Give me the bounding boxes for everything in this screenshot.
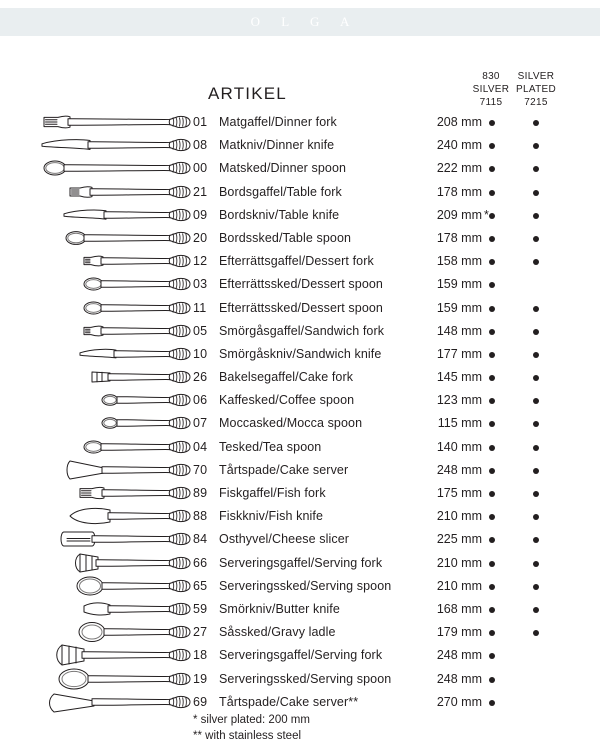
row-code: 20 [193,230,208,245]
availability-dot-830-silver [489,584,495,590]
row-length: 115 mm [437,416,482,431]
availability-dot-silver-plated [533,607,539,613]
availability-dot-silver-plated [533,236,539,242]
row-code: 70 [193,462,208,477]
row-name: Efterrättssked/Dessert spoon [219,300,383,315]
cutlery-illustration-fork-xs [40,319,190,343]
row-code: 19 [193,671,208,686]
cutlery-illustration-spoon-xs [40,296,190,320]
row-code: 06 [193,393,208,408]
availability-dot-silver-plated [533,630,539,636]
availability-dot-silver-plated [533,421,539,427]
row-code: 08 [193,138,208,153]
row-name: Matgaffel/Dinner fork [219,115,337,129]
availability-dot-830-silver [489,468,495,474]
row-length: 210 mm [436,578,482,593]
row-length: 248 mm [436,462,482,477]
row-name: Serveringssked/Serving spoon [219,578,392,593]
availability-dot-830-silver [489,398,495,404]
availability-dot-silver-plated [533,213,539,219]
availability-dot-silver-plated [533,166,539,172]
row-code: 07 [193,416,208,431]
row-name: Bakelsegaffel/Cake fork [219,370,354,385]
availability-dot-silver-plated [533,329,539,335]
cutlery-illustration-ladle [40,620,190,644]
column-header-830-line2: SILVER [472,84,510,95]
row-code: 88 [193,509,208,524]
row-name: Osthyvel/Cheese slicer [219,532,350,547]
cutlery-illustration-servfork [40,551,190,575]
availability-dot-silver-plated [533,398,539,404]
cutlery-illustration-fishknife [40,504,190,528]
row-length: 248 mm [436,671,482,686]
column-header-silver-plated [512,70,560,109]
row-length: 270 mm [436,694,482,709]
availability-dot-830-silver [489,329,495,335]
availability-dot-silver-plated [533,584,539,590]
footnotes [193,712,310,744]
row-name: Efterrättsgaffel/Dessert fork [219,254,374,269]
column-header-830-line1: 830 [482,71,500,82]
cutlery-illustration-spoon-tiny [40,388,190,412]
availability-dot-830-silver [489,421,495,427]
availability-dot-silver-plated [533,259,539,265]
availability-dot-830-silver [489,213,495,219]
row-name: Smörgåskniv/Sandwich knife [219,346,382,361]
cutlery-illustration-cheese [40,527,190,551]
row-name: Serveringsgaffel/Serving fork [219,555,383,570]
row-length: 208 mm [436,115,482,129]
cutlery-illustration-servspoon [40,574,190,598]
row-length: 222 mm [436,161,482,176]
row-code: 12 [193,254,208,269]
row-name: Bordskniv/Table knife [219,207,340,222]
row-name: Tårtspade/Cake server** [219,694,359,709]
cutlery-illustration-fork-s [40,180,190,204]
row-code: 69 [193,694,208,709]
row-length: 159 mm [436,300,482,315]
availability-dot-830-silver [489,143,495,149]
cutlery-illustration-cakefork [40,365,190,389]
row-length: 140 mm [436,439,482,454]
cutlery-table [0,114,600,717]
availability-dot-silver-plated [533,120,539,126]
availability-dot-830-silver [489,561,495,567]
availability-dot-830-silver [489,491,495,497]
row-length: 178 mm [436,184,482,199]
row-code: 10 [193,346,208,361]
availability-dot-830-silver [489,306,495,312]
row-length: 248 mm [436,648,482,663]
row-name: Fiskgaffel/Fish fork [219,486,326,500]
row-length: 210 mm [436,509,482,524]
availability-dot-silver-plated [533,445,539,451]
row-code: 18 [193,648,208,663]
cutlery-illustration-knife-xs [40,342,190,366]
row-code: 27 [193,625,208,640]
cutlery-illustration-cakeserver-l [40,690,190,714]
row-name: Serveringssked/Serving spoon [219,671,392,686]
availability-dot-silver-plated [533,491,539,497]
row-code: 59 [193,601,208,616]
cutlery-illustration-spoon-xs [40,272,190,296]
availability-dot-silver-plated [533,537,539,543]
row-length: 158 mm [436,254,482,269]
row-name: Tårtspade/Cake server [219,462,349,477]
row-length: 159 mm [436,277,482,292]
cutlery-illustration-knife [40,133,190,157]
row-code: 09 [193,207,208,222]
availability-dot-830-silver [489,375,495,381]
row-name: Fiskkniv/Fish knife [219,509,324,524]
cutlery-illustration-servspoon-l [40,667,190,691]
cutlery-illustration-spoon-tiny [40,411,190,435]
row-name: Bordssked/Table spoon [219,230,352,245]
column-header-plated-line1: SILVER [517,71,555,82]
row-length: 123 mm [436,393,482,408]
footnote-2: ** with stainless steel [193,730,302,742]
row-length: 145 mm [436,370,482,385]
cutlery-illustration-spoon [40,156,190,180]
availability-dot-830-silver [489,282,495,288]
row-length: 177 mm [436,346,482,361]
article-column-heading: ARTIKEL [208,84,287,103]
page-title: O L G A [250,14,359,29]
column-header-plated-line2: PLATED [516,84,556,95]
column-header-plated-line3: 7215 [524,97,548,108]
availability-dot-830-silver [489,166,495,172]
row-name: Serveringsgaffel/Serving fork [219,648,383,663]
availability-dot-silver-plated [533,352,539,358]
availability-dot-830-silver [489,120,495,126]
cutlery-illustration-knife-s [40,203,190,227]
availability-dot-silver-plated [533,468,539,474]
availability-dot-silver-plated [533,375,539,381]
row-length: 209 mm [436,207,482,222]
column-header-830-silver [470,70,512,109]
cutlery-illustration-fishfork [40,481,190,505]
availability-dot-830-silver [489,653,495,659]
row-code: 66 [193,555,208,570]
row-name: Smörgåsgaffel/Sandwich fork [219,323,385,338]
row-code: 05 [193,323,208,338]
availability-dot-830-silver [489,537,495,543]
row-code: 01 [193,115,208,129]
row-code: 11 [193,300,207,315]
row-length: 168 mm [436,601,482,616]
row-name: Smörkniv/Butter knife [219,601,340,616]
row-name: Såssked/Gravy ladle [219,625,336,640]
cutlery-illustration-fork [40,110,190,134]
row-code: 26 [193,370,208,385]
row-code: 65 [193,578,208,593]
footnote-1: * silver plated: 200 mm [193,714,310,726]
availability-dot-silver-plated [533,561,539,567]
row-length: 210 mm [436,555,482,570]
row-length: 179 mm [436,625,482,640]
row-length: 178 mm [436,230,482,245]
availability-dot-830-silver [489,514,495,520]
cutlery-illustration-cakeserver [40,458,190,482]
cutlery-illustration-servfork-l [40,643,190,667]
row-name: Efterrättssked/Dessert spoon [219,277,383,292]
availability-dot-830-silver [489,236,495,242]
row-code: 03 [193,277,208,292]
availability-dot-silver-plated [533,306,539,312]
row-length: 175 mm [436,486,482,500]
availability-dot-830-silver [489,259,495,265]
availability-dot-830-silver [489,677,495,683]
row-code: 00 [193,161,208,176]
cutlery-illustration-spoon-xs [40,435,190,459]
availability-dot-830-silver [489,352,495,358]
row-name: Matkniv/Dinner knife [219,138,335,153]
availability-dot-830-silver [489,700,495,706]
cutlery-illustration-spoon-s [40,226,190,250]
availability-dot-830-silver [489,607,495,613]
cutlery-illustration-fork-xs [40,249,190,273]
row-name: Bordsgaffel/Table fork [219,184,342,199]
cutlery-illustration-butter [40,597,190,621]
row-name: Kaffesked/Coffee spoon [219,393,355,408]
column-header-830-line3: 7115 [479,97,503,108]
row-code: 04 [193,439,208,454]
availability-dot-silver-plated [533,514,539,520]
row-code: 84 [193,532,208,547]
row-length: 148 mm [436,323,482,338]
availability-dot-silver-plated [533,143,539,149]
availability-dot-830-silver [489,190,495,196]
row-name: Moccasked/Mocca spoon [219,416,363,431]
row-length: 240 mm [436,138,482,153]
row-code: 21 [193,184,208,199]
row-code: 89 [193,486,208,500]
row-length: 225 mm [436,532,482,547]
row-footnote-marker: * [484,207,489,222]
row-name: Tesked/Tea spoon [219,439,322,454]
availability-dot-830-silver [489,630,495,636]
availability-dot-silver-plated [533,190,539,196]
row-name: Matsked/Dinner spoon [219,161,347,176]
availability-dot-830-silver [489,445,495,451]
